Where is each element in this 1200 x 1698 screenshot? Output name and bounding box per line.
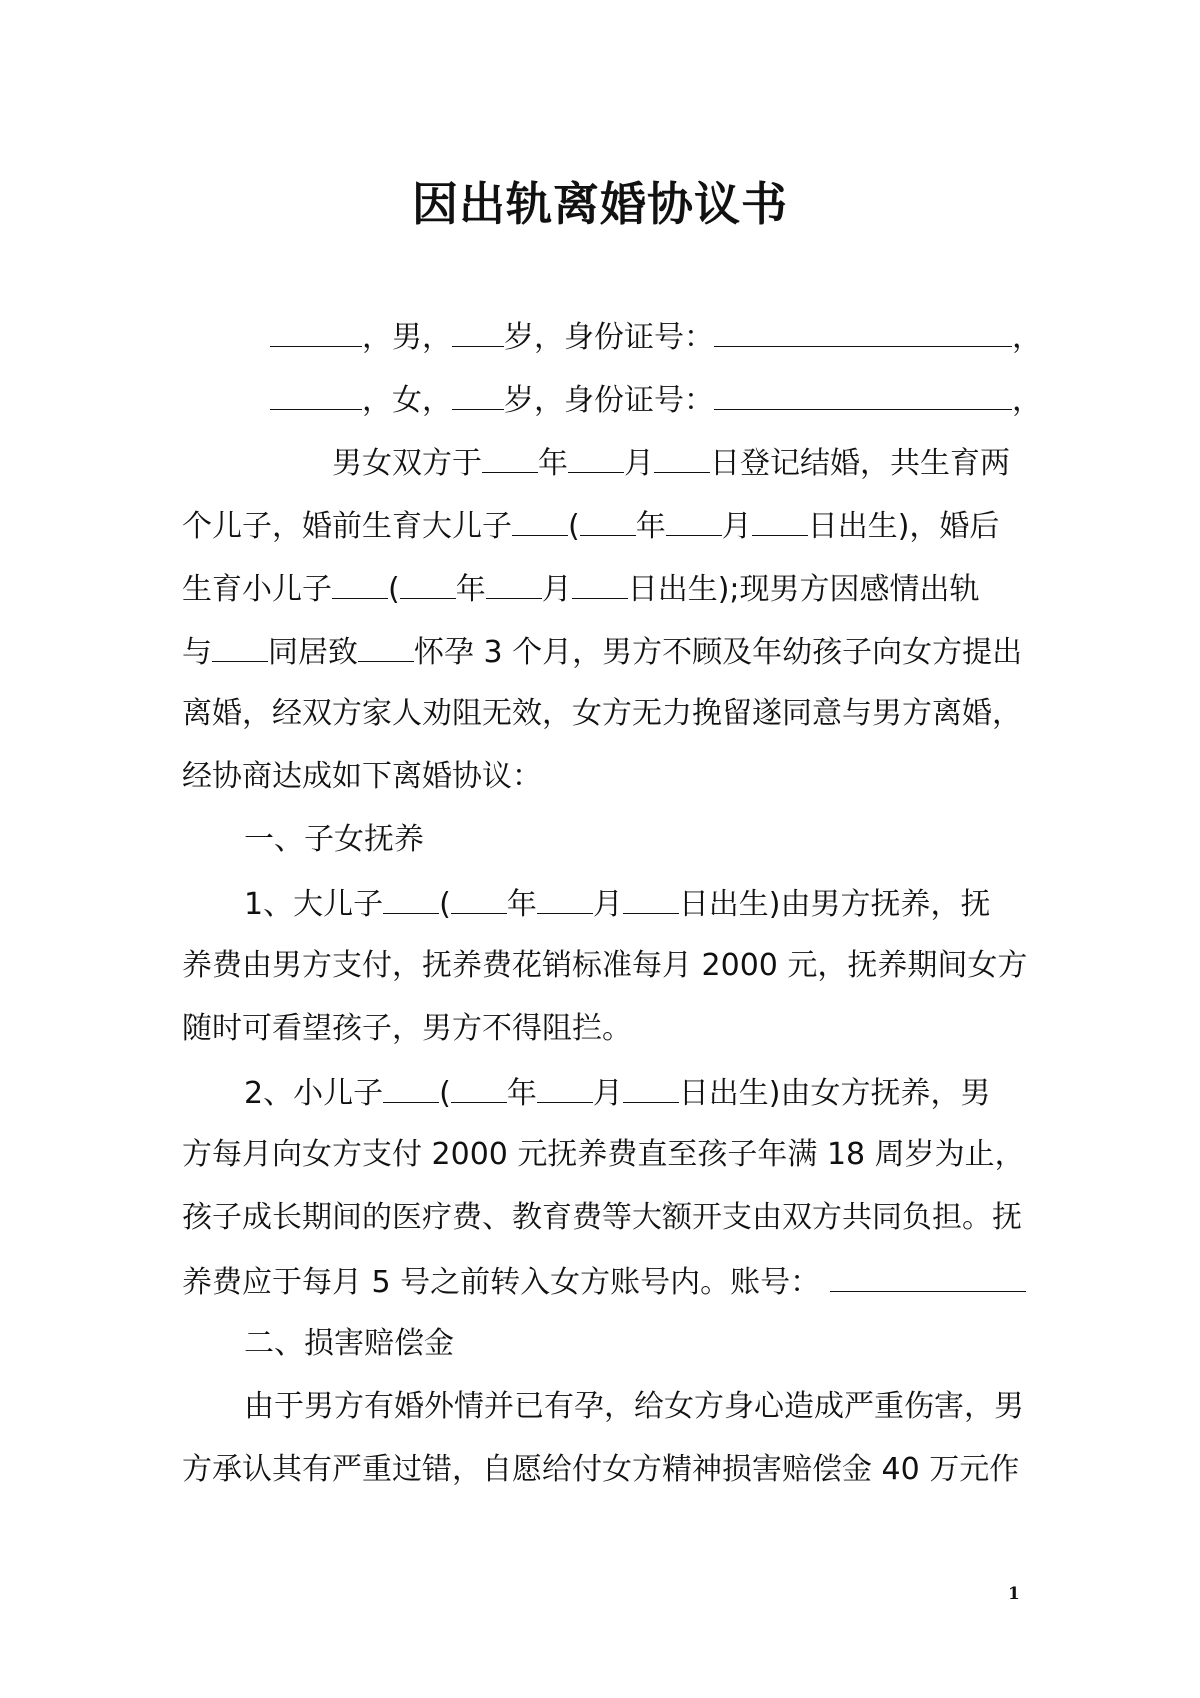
- section-heading: 一、子女抚养: [244, 822, 424, 857]
- day-blank[interactable]: [572, 568, 628, 599]
- year-blank[interactable]: [580, 505, 636, 536]
- name-blank[interactable]: [212, 631, 268, 662]
- year-blank[interactable]: [451, 883, 507, 914]
- party-female-line: ，女， 岁，身份证号： ，: [270, 379, 1022, 421]
- month-blank[interactable]: [537, 883, 593, 914]
- preamble-line-2: 个儿子，婚前生育大儿子 ( 年 月 日出生)，婚后: [182, 505, 1022, 547]
- month-blank[interactable]: [486, 568, 542, 599]
- document-title: 因出轨离婚协议书: [412, 177, 788, 231]
- month-blank[interactable]: [666, 505, 722, 536]
- preamble-line-5: 离婚，经双方家人劝阻无效，女方无力挽留遂同意与男方离婚，: [182, 696, 1022, 731]
- name-blank[interactable]: [383, 1072, 439, 1103]
- name-blank[interactable]: [270, 379, 362, 410]
- age-blank[interactable]: [452, 379, 504, 410]
- month-blank[interactable]: [537, 1072, 593, 1103]
- day-blank[interactable]: [623, 883, 679, 914]
- section1-item2-line3: 孩子成长期间的医疗费、教育费等大额开支由双方共同负担。抚: [182, 1200, 1022, 1235]
- party-male-line: ，男， 岁，身份证号： ，: [270, 316, 1022, 358]
- name-blank[interactable]: [332, 568, 388, 599]
- preamble-line-6: 经协商达成如下离婚协议：: [182, 759, 542, 794]
- name-blank[interactable]: [358, 631, 414, 662]
- name-blank[interactable]: [383, 883, 439, 914]
- section1-item2-line1: 2、小儿子 ( 年 月 日出生)由女方抚养，男: [244, 1072, 1022, 1114]
- section1-item1-line1: 1、大儿子 ( 年 月 日出生)由男方抚养，抚: [244, 883, 1022, 925]
- year-blank[interactable]: [451, 1072, 507, 1103]
- section1-item2-line2: 方每月向女方支付 2000 元抚养费直至孩子年满 18 周岁为止，: [182, 1137, 1025, 1172]
- section1-item1-line2: 养费由男方支付，抚养费花销标准每月 2000 元，抚养期间女方: [182, 948, 1028, 983]
- account-blank[interactable]: [830, 1261, 1026, 1292]
- age-blank[interactable]: [452, 316, 504, 347]
- name-blank[interactable]: [512, 505, 568, 536]
- year-blank[interactable]: [482, 442, 538, 473]
- section1-item1-line3: 随时可看望孩子，男方不得阻拦。: [182, 1011, 632, 1046]
- preamble-line-3: 生育小儿子 ( 年 月 日出生);现男方因感情出轨: [182, 568, 1022, 610]
- preamble-line-4: 与 同居致 怀孕 3 个月，男方不顾及年幼孩子向女方提出: [182, 631, 1022, 673]
- year-blank[interactable]: [400, 568, 456, 599]
- section2-para-line2: 方承认其有严重过错，自愿给付女方精神损害赔偿金 40 万元作: [182, 1452, 1020, 1487]
- page-number: 1: [1008, 1584, 1020, 1604]
- month-blank[interactable]: [568, 442, 624, 473]
- day-blank[interactable]: [623, 1072, 679, 1103]
- day-blank[interactable]: [752, 505, 808, 536]
- id-number-blank[interactable]: [714, 316, 1012, 347]
- id-number-blank[interactable]: [714, 379, 1012, 410]
- name-blank[interactable]: [270, 316, 362, 347]
- day-blank[interactable]: [654, 442, 710, 473]
- section-heading: 二、损害赔偿金: [244, 1326, 454, 1361]
- section1-item2-line4: 养费应于每月 5 号之前转入女方账号内。账号：: [182, 1261, 1022, 1303]
- section2-para-line1: 由于男方有婚外情并已有孕，给女方身心造成严重伤害，男: [244, 1389, 1024, 1424]
- preamble-line-1: 男女双方于 年 月 日登记结婚，共生育两: [332, 442, 1022, 484]
